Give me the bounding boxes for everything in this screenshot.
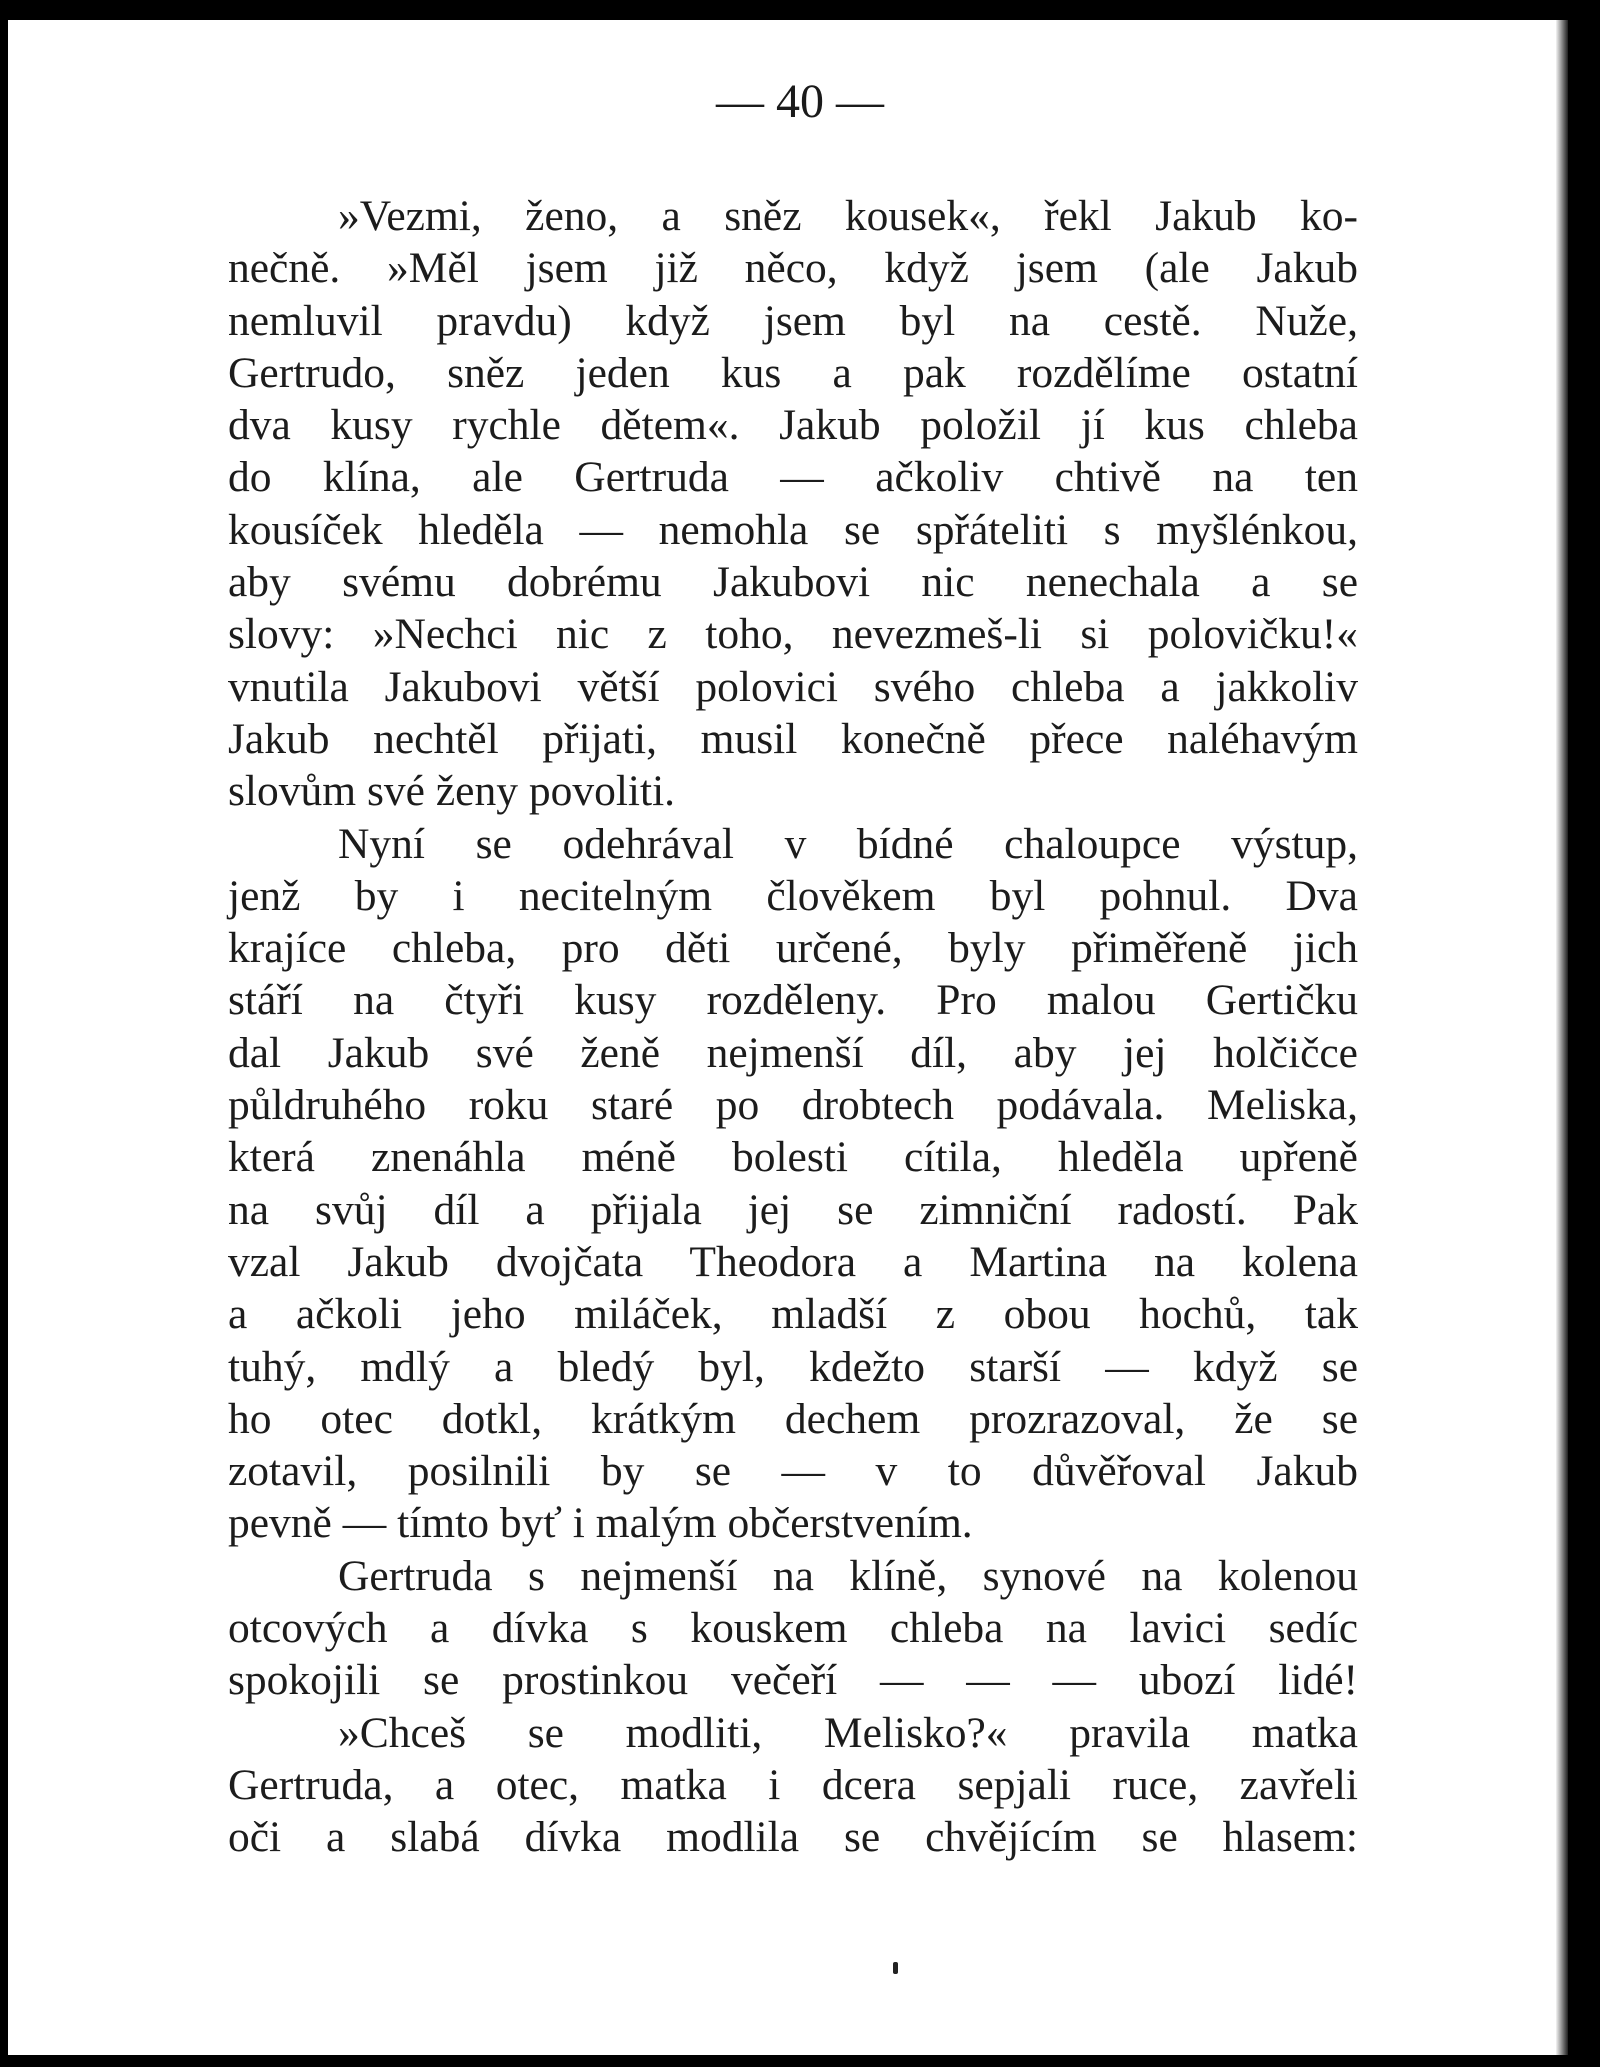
paragraph-4-line-1: »Chceš se modliti, Melisko?« pravila matka	[338, 1708, 1358, 1757]
paragraph-2-line-11: tuhý, mdlý a bledý byl, kdežto starší — když se	[228, 1342, 1358, 1391]
paragraph-1-line-2: nečně. »Měl jsem již něco, když jsem (ale Jakub	[228, 244, 1358, 293]
paragraph-2-line-9: vzal Jakub dvojčata Theodora a Martina na kolena	[228, 1237, 1358, 1286]
paragraph-2-line-1: Nyní se odehrával v bídné chaloupce výstup,	[338, 819, 1358, 868]
paragraph-2-line-6: půldruhého roku staré po drobtech podávala. Meliska,	[228, 1081, 1358, 1130]
paragraph-1-line-10: vnutila Jakubovi větší polovici svého chleba a jakkoliv	[228, 662, 1358, 711]
page-binding-edge	[1556, 20, 1568, 2055]
paragraph-3-line-2: otcových a dívka s kouskem chleba na lavici sedíc	[228, 1604, 1358, 1653]
paragraph-1-line-7: kousíček hleděla — nemohla se spřáteliti s myšlénkou,	[228, 505, 1358, 554]
paragraph-1-line-4: Gertrudo, sněz jeden kus a pak rozdělíme ostatní	[228, 348, 1358, 397]
paragraph-2-line-2: jenž by i necitelným člověkem byl pohnul. Dva	[228, 871, 1358, 920]
paragraph-1-line-6: do klína, ale Gertruda — ačkoliv chtivě na ten	[228, 453, 1358, 502]
paragraph-2-line-5: dal Jakub své ženě nejmenší díl, aby jej holčičce	[228, 1028, 1358, 1077]
paragraph-2-line-14: pevně — tímto byť i malým občerstvením.	[228, 1499, 973, 1548]
paragraph-1-line-3: nemluvil pravdu) když jsem byl na cestě. Nuže,	[228, 296, 1358, 345]
paragraph-2-line-4: stáří na čtyři kusy rozděleny. Pro malou Gertičku	[228, 976, 1358, 1025]
page-body	[228, 190, 1358, 1864]
paragraph-1-line-1: »Vezmi, ženo, a sněz kousek«, řekl Jakub ko-	[338, 192, 1358, 240]
paragraph-3-line-3: spokojili se prostinkou večeří — — — ubozí lidé!	[228, 1656, 1358, 1705]
paragraph-1-line-11: Jakub nechtěl přijati, musil konečně přece naléhavým	[228, 714, 1358, 763]
paragraph-2-line-13: zotavil, posilnili by se — v to důvěřoval Jakub	[228, 1447, 1358, 1496]
paragraph-4-line-3: oči a slabá dívka modlila se chvějícím se hlasem:	[228, 1813, 1358, 1862]
paragraph-1-line-12: slovům své ženy povoliti.	[228, 767, 676, 816]
paragraph-1-line-5: dva kusy rychle dětem«. Jakub položil jí kus chleba	[228, 401, 1358, 450]
paragraph-2-line-7: která znenáhla méně bolesti cítila, hleděla upřeně	[228, 1133, 1358, 1182]
paragraph-1-line-8: aby svému dobrému Jakubovi nic nenechala a se	[228, 558, 1358, 607]
page-number: — 40 —	[716, 75, 884, 128]
paragraph-1-line-9: slovy: »Nechci nic z toho, nevezmeš-li si polovičku!«	[228, 610, 1358, 659]
paragraph-4-line-2: Gertruda, a otec, matka i dcera sepjali ruce, zavřeli	[228, 1760, 1358, 1809]
paragraph-2-line-10: a ačkoli jeho miláček, mladší z obou hochů, tak	[228, 1290, 1358, 1339]
paragraph-2-line-12: ho otec dotkl, krátkým dechem prozrazoval, že se	[228, 1394, 1358, 1443]
ink-speck	[893, 1962, 898, 1974]
paragraph-2-line-3: krajíce chleba, pro děti určené, byly přiměřeně jich	[228, 924, 1358, 973]
paragraph-2-line-8: na svůj díl a přijala jej se zimniční radostí. Pak	[228, 1185, 1358, 1234]
paragraph-3-line-1: Gertruda s nejmenší na klíně, synové na kolenou	[338, 1551, 1358, 1600]
